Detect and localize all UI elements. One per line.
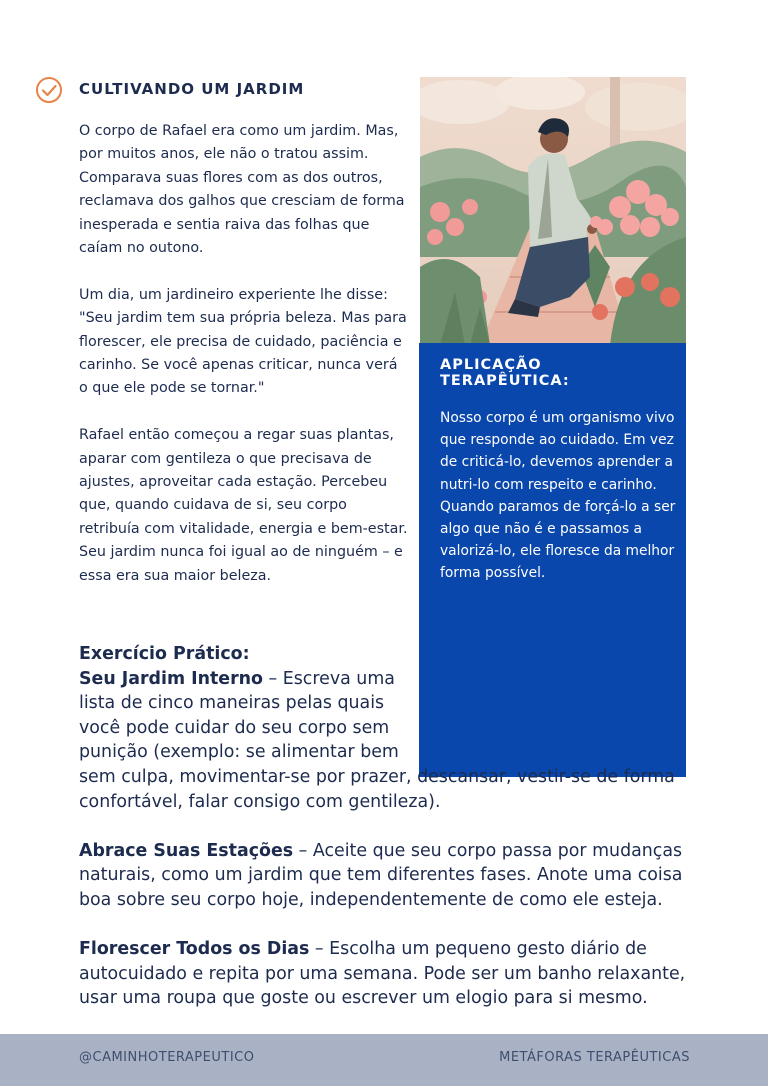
footer-series-title: METÁFORAS TERAPÊUTICAS — [499, 1050, 690, 1065]
exercise-item-1 — [79, 667, 689, 815]
story-text — [79, 120, 409, 588]
section-title: CULTIVANDO UM JARDIM — [79, 80, 305, 98]
application-title: APLICAÇÃO TERAPÊUTICA: — [440, 357, 570, 389]
exercise-item-3-text: – Escolha um pequeno gesto diário de autocuidado e repita por uma semana. Pode ser um banho relaxante, usar uma roupa que goste ou escrever um elogio para si mesmo. — [79, 939, 686, 1009]
check-circle-icon — [35, 76, 63, 104]
gardener-illustration — [420, 77, 686, 345]
exercise-section — [79, 642, 689, 1036]
exercise-item-1-text-end: sem culpa, movimentar-se por prazer, descansar, vestir-se de forma confortável, falar consigo com gentileza). — [79, 766, 675, 812]
footer-handle: @CAMINHOTERAPEUTICO — [79, 1050, 255, 1065]
story-paragraph-1: O corpo de Rafael era como um jardim. Mas, por muitos anos, ele não o tratou assim. Comparava suas flores com as dos outros, reclamava dos galhos que cresciam de forma inesperada e sentia raiva das folhas que caíam no outono. — [79, 123, 405, 257]
exercise-item-1-text-start: – Escreva uma lista de cinco maneiras pelas quais você pode cuidar do seu corpo sem punição (exemplo: se alimentar bem — [79, 668, 399, 763]
exercise-item-2-text: – Aceite que seu corpo passa por mudanças naturais, como um jardim que tem diferentes fases. Anote uma coisa boa sobre seu corpo hoje, independentemente de como ele esteja. — [79, 840, 683, 910]
exercise-item-3-title: Florescer Todos os Dias — [79, 939, 310, 960]
story-paragraph-2: Um dia, um jardineiro experiente lhe disse: "Seu jardim tem sua própria beleza. Mas para florescer, ele precisa de cuidado, paciência e carinho. Se você apenas criticar, nunca verá o que ele pode se tornar." — [79, 286, 407, 397]
exercise-heading: Exercício Prático: — [79, 644, 250, 664]
exercise-item-3 — [79, 937, 689, 1011]
exercise-item-2-title: Abrace Suas Estações — [79, 840, 294, 861]
story-paragraph-3: Rafael então começou a regar suas plantas, aparar com gentileza o que precisava de ajustes, aproveitar cada estação. Percebeu que, quando cuidava de si, seu corpo retribuía com vitalidade, energia e bem-estar. — [79, 427, 408, 537]
exercise-item-2 — [79, 839, 689, 913]
footer-bar — [0, 1034, 768, 1086]
exercise-item-1-title: Seu Jardim Interno — [79, 668, 263, 689]
story-paragraph-4: Seu jardim nunca foi igual ao de ninguém – e essa era sua maior beleza. — [79, 544, 403, 584]
application-text: Nosso corpo é um organismo vivo que responde ao cuidado. Em vez de criticá-lo, devemos aprender a nutri-lo com respeito e carinho. Quando paramos de forçá-lo a ser algo que não é e passamos a valorizá-lo, ele floresce da melhor forma possível. — [440, 410, 676, 582]
